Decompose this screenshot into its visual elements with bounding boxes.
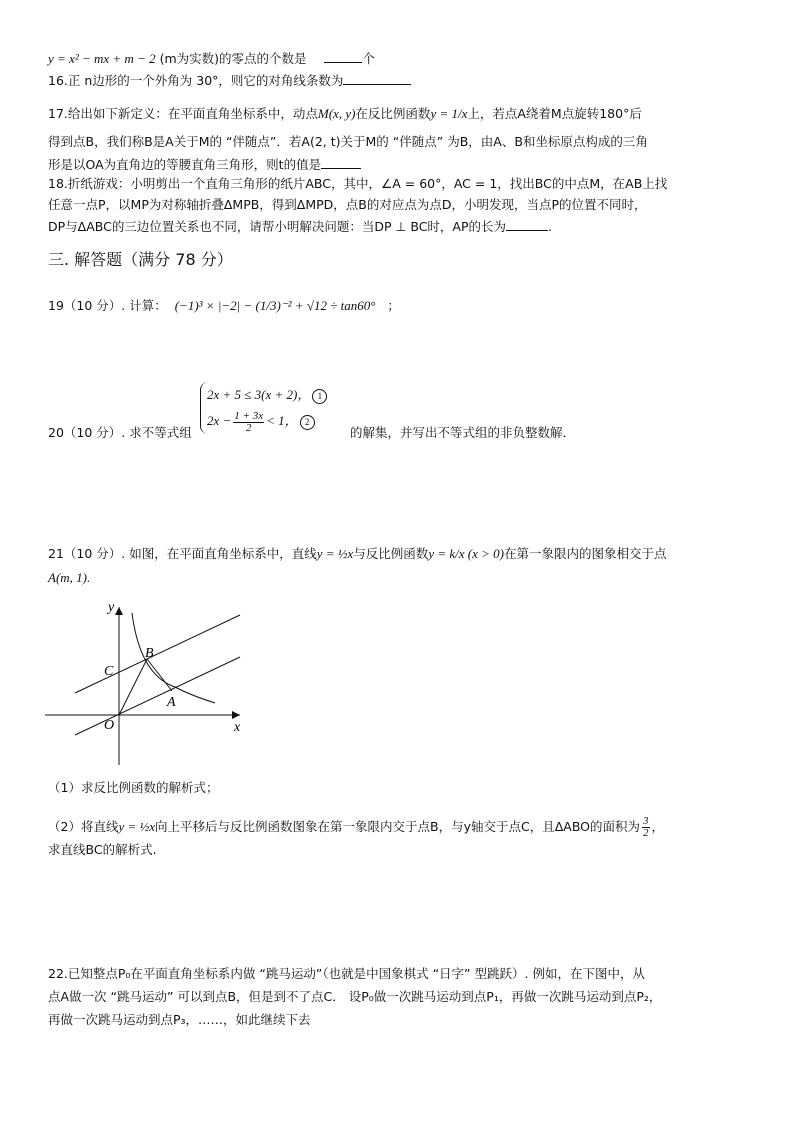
q17-function: y = 1/x — [430, 106, 468, 121]
q17-text-a: 17.给出如下新定义：在平面直角坐标系中，动点 — [48, 106, 318, 121]
q15-tail — [48, 50, 375, 67]
q20-eq2a: 2x − — [207, 413, 232, 428]
segment-ob — [119, 659, 147, 715]
q20-mark-2: 2 — [300, 415, 315, 430]
q21-figure — [40, 595, 250, 770]
q17-line-3 — [48, 156, 361, 173]
q15-answer-blank[interactable] — [324, 50, 362, 63]
segment-ba — [147, 659, 172, 691]
q20-denominator: 2 — [245, 421, 252, 434]
q16-answer-blank[interactable] — [343, 72, 411, 85]
q19 — [48, 298, 400, 314]
q21-sub2-d: ， — [651, 819, 665, 834]
q21-sub-2 — [48, 816, 664, 839]
q20-tail: 的解集，并写出不等式组的非负整数解． — [350, 425, 576, 440]
q18-line-3 — [48, 218, 552, 235]
label-y: y — [108, 600, 115, 615]
q17-point-m: M(x, y) — [317, 106, 356, 121]
q21-area-fraction — [642, 816, 650, 839]
q17-line-1 — [48, 106, 642, 122]
q18-answer-blank[interactable] — [506, 218, 548, 231]
q21-text-e: 在第一象限内的图象相交于点 — [503, 546, 667, 561]
q21-sub2-c: 向上平移后与反比例函数图象在第一象限内交于点B，与y轴交于点C，且ΔABO的面积为 — [155, 819, 641, 834]
q15-unit: 个 — [362, 51, 375, 66]
q21-area-num: 3 — [643, 815, 649, 827]
q17-answer-blank[interactable] — [321, 156, 361, 169]
q20-inequality-system — [200, 382, 327, 434]
q16-text: 16.正 n边形的一个外角为 30°，则它的对角线条数为 — [48, 73, 344, 88]
q21-text-c: 与反比例函数 — [353, 546, 429, 561]
q20-mark-1: 1 — [312, 389, 327, 404]
q21-area-den: 2 — [643, 827, 649, 839]
section-title: 三. 解答题（满分 78 分） — [48, 250, 233, 269]
q21-text-a: 21（10 分）. 如图，在平面直角坐标系中，直线 — [48, 546, 317, 561]
q17-line-2 — [48, 134, 648, 150]
q21-line-1 — [48, 546, 666, 562]
q19-label: 19（10 分）. 计算： — [48, 298, 167, 313]
q21-sub-2-cont: 求直线BC的解析式. — [48, 842, 157, 857]
label-b: B — [145, 646, 154, 661]
q17-text-2: 得到点B，我们称B是A关于M的 “伴随点”．若A(2, t)关于M的 “伴随点” 为B，由A、B和坐标原点构成的三角 — [48, 134, 648, 149]
q22-line-2: 点A做一次 “跳马运动” 可以到点B，但是到不了点C． 设P₀做一次跳马运动到点P₁，再做一次跳马运动到点P₂， — [48, 989, 662, 1004]
q18-line-1 — [48, 176, 667, 192]
q17-text-3: 形是以OA为直角边的等腰直角三角形，则t的值是 — [48, 157, 322, 172]
q20-inequality-1 — [207, 382, 327, 408]
q20-label: 20（10 分）. 求不等式组 — [48, 425, 192, 440]
q17-text-c: 在反比例函数 — [355, 106, 431, 121]
label-o: O — [104, 718, 115, 733]
line-bc — [75, 615, 240, 693]
q18-line-2 — [48, 197, 647, 213]
q18-text-2: 任意一点P，以MP为对称轴折叠ΔMPB，得到ΔMPD，点B的对应点为点D，小明发现，当点P的位置不同时， — [48, 197, 647, 212]
q22-line-3: 再做一次跳马运动到点P₃，……，如此继续下去 — [48, 1012, 311, 1027]
q20-eq1: 2x + 5 ≤ 3(x + 2)， — [207, 387, 311, 402]
q21-line-eq: y = ½x — [316, 546, 354, 561]
q21-sub-1: （1）求反比例函数的解析式； — [48, 780, 219, 795]
q21-sub2-a: （2）将直线 — [48, 819, 119, 834]
q19-expression: (−1)³ × |−2| − (1/3)⁻² + √12 ÷ tan60° — [174, 298, 376, 313]
q15-expression: y = x² − mx + m − 2 — [48, 51, 156, 66]
q15-text: (m为实数)的零点的个数是 — [159, 51, 307, 66]
q20-numerator: 1 + 3x — [234, 409, 264, 422]
q20-eq2b: < 1， — [266, 413, 298, 428]
q18-text-1: 18.折纸游戏：小明剪出一个直角三角形的纸片ABC，其中，∠A = 60°，AC = 1，找出BC的中点M，在AB上找 — [48, 176, 668, 191]
q20-inequality-2 — [207, 408, 327, 434]
q21-hyperbola-eq: y = k/x (x > 0) — [428, 546, 504, 561]
label-c: C — [104, 664, 114, 679]
label-x: x — [234, 720, 241, 735]
x-axis-arrow-icon — [232, 711, 240, 719]
label-a: A — [167, 695, 176, 710]
q18-text-3: DP与ΔABC的三边位置关系也不同，请帮小明解决问题：当DP ⊥ BC时，AP的长为 — [48, 219, 507, 234]
q20-fraction — [233, 411, 264, 434]
q21-point-a: A(m, 1). — [48, 570, 91, 585]
q16 — [48, 72, 411, 89]
q21-sub2-line-eq: y = ½x — [118, 819, 156, 834]
y-axis-arrow-icon — [115, 607, 123, 615]
q22-line-1: 22.已知整点P₀在平面直角坐标系内做 “跳马运动”（也就是中国象棋式 “日字” 型跳跃）. 例如，在下图中，从 — [48, 966, 645, 981]
q18-period: . — [548, 219, 553, 234]
line-oa — [75, 657, 240, 735]
q17-text-e: 上，若点A绕着M点旋转180°后 — [467, 106, 642, 121]
q19-end: ； — [387, 298, 400, 313]
